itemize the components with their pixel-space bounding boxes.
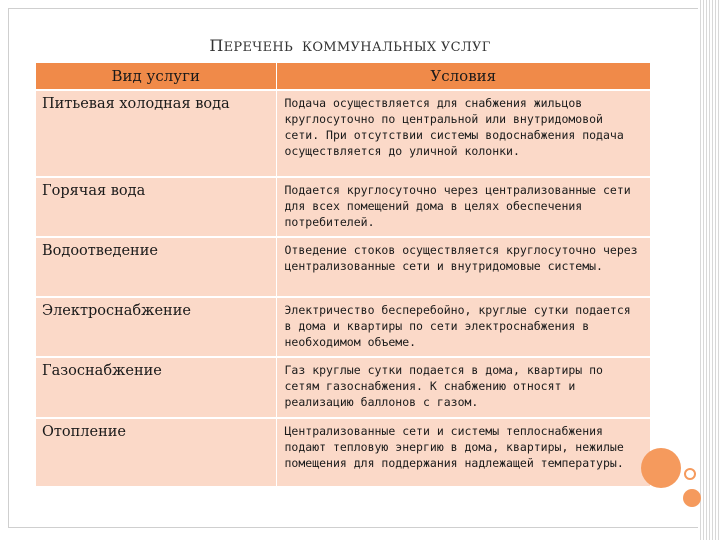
table-row bbox=[36, 418, 650, 486]
title-rest: КОММУНАЛЬНЫХ УСЛУГ bbox=[301, 40, 491, 55]
table-row bbox=[36, 90, 650, 177]
table-row bbox=[36, 237, 650, 297]
service-conditions: Электричество бесперебойно, круглые сутки подается в дома и квартиры по сети электроснабжения в необходимом объеме. bbox=[276, 297, 650, 357]
header-service-type: Вид услуги bbox=[36, 63, 276, 90]
decorative-stripes bbox=[698, 0, 720, 540]
service-conditions: Подача осуществляется для снабжения жильцов круглосуточно по центральной или внутридомовой сети. При отсутствии системы водоснабжения подача осуществляется до уличной колонки. bbox=[276, 90, 650, 177]
service-name: Электроснабжение bbox=[36, 297, 276, 357]
decorative-circle bbox=[641, 448, 681, 488]
service-conditions: Газ круглые сутки подается в дома, квартиры по сетям газоснабжения. К снабжению относят и реализацию баллонов с газом. bbox=[276, 357, 650, 418]
service-name: Питьевая холодная вода bbox=[36, 90, 276, 177]
service-name: Отопление bbox=[36, 418, 276, 486]
page-title bbox=[0, 36, 700, 55]
table-row bbox=[36, 177, 650, 237]
decorative-dot bbox=[683, 489, 701, 507]
service-conditions: Подается круглосуточно через централизованные сети для всех помещений дома в целях обеспечения потребителей. bbox=[276, 177, 650, 237]
table-row bbox=[36, 357, 650, 418]
decorative-ring bbox=[684, 468, 696, 480]
service-conditions: Отведение стоков осуществляется круглосуточно через централизованные сети и внутридомовые системы. bbox=[276, 237, 650, 297]
table-row bbox=[36, 297, 650, 357]
services-table bbox=[36, 63, 650, 486]
service-name: Газоснабжение bbox=[36, 357, 276, 418]
table-header-row bbox=[36, 63, 650, 90]
service-conditions: Централизованные сети и системы теплоснабжения подают тепловую энергию в дома, квартиры, нежилые помещения для поддержания надлежащей температуры. bbox=[276, 418, 650, 486]
header-conditions: Условия bbox=[276, 63, 650, 90]
service-name: Горячая вода bbox=[36, 177, 276, 237]
title-first-word-rest: ЕРЕЧЕНЬ bbox=[223, 40, 294, 55]
title-first-letter: П bbox=[209, 36, 224, 55]
service-name: Водоотведение bbox=[36, 237, 276, 297]
